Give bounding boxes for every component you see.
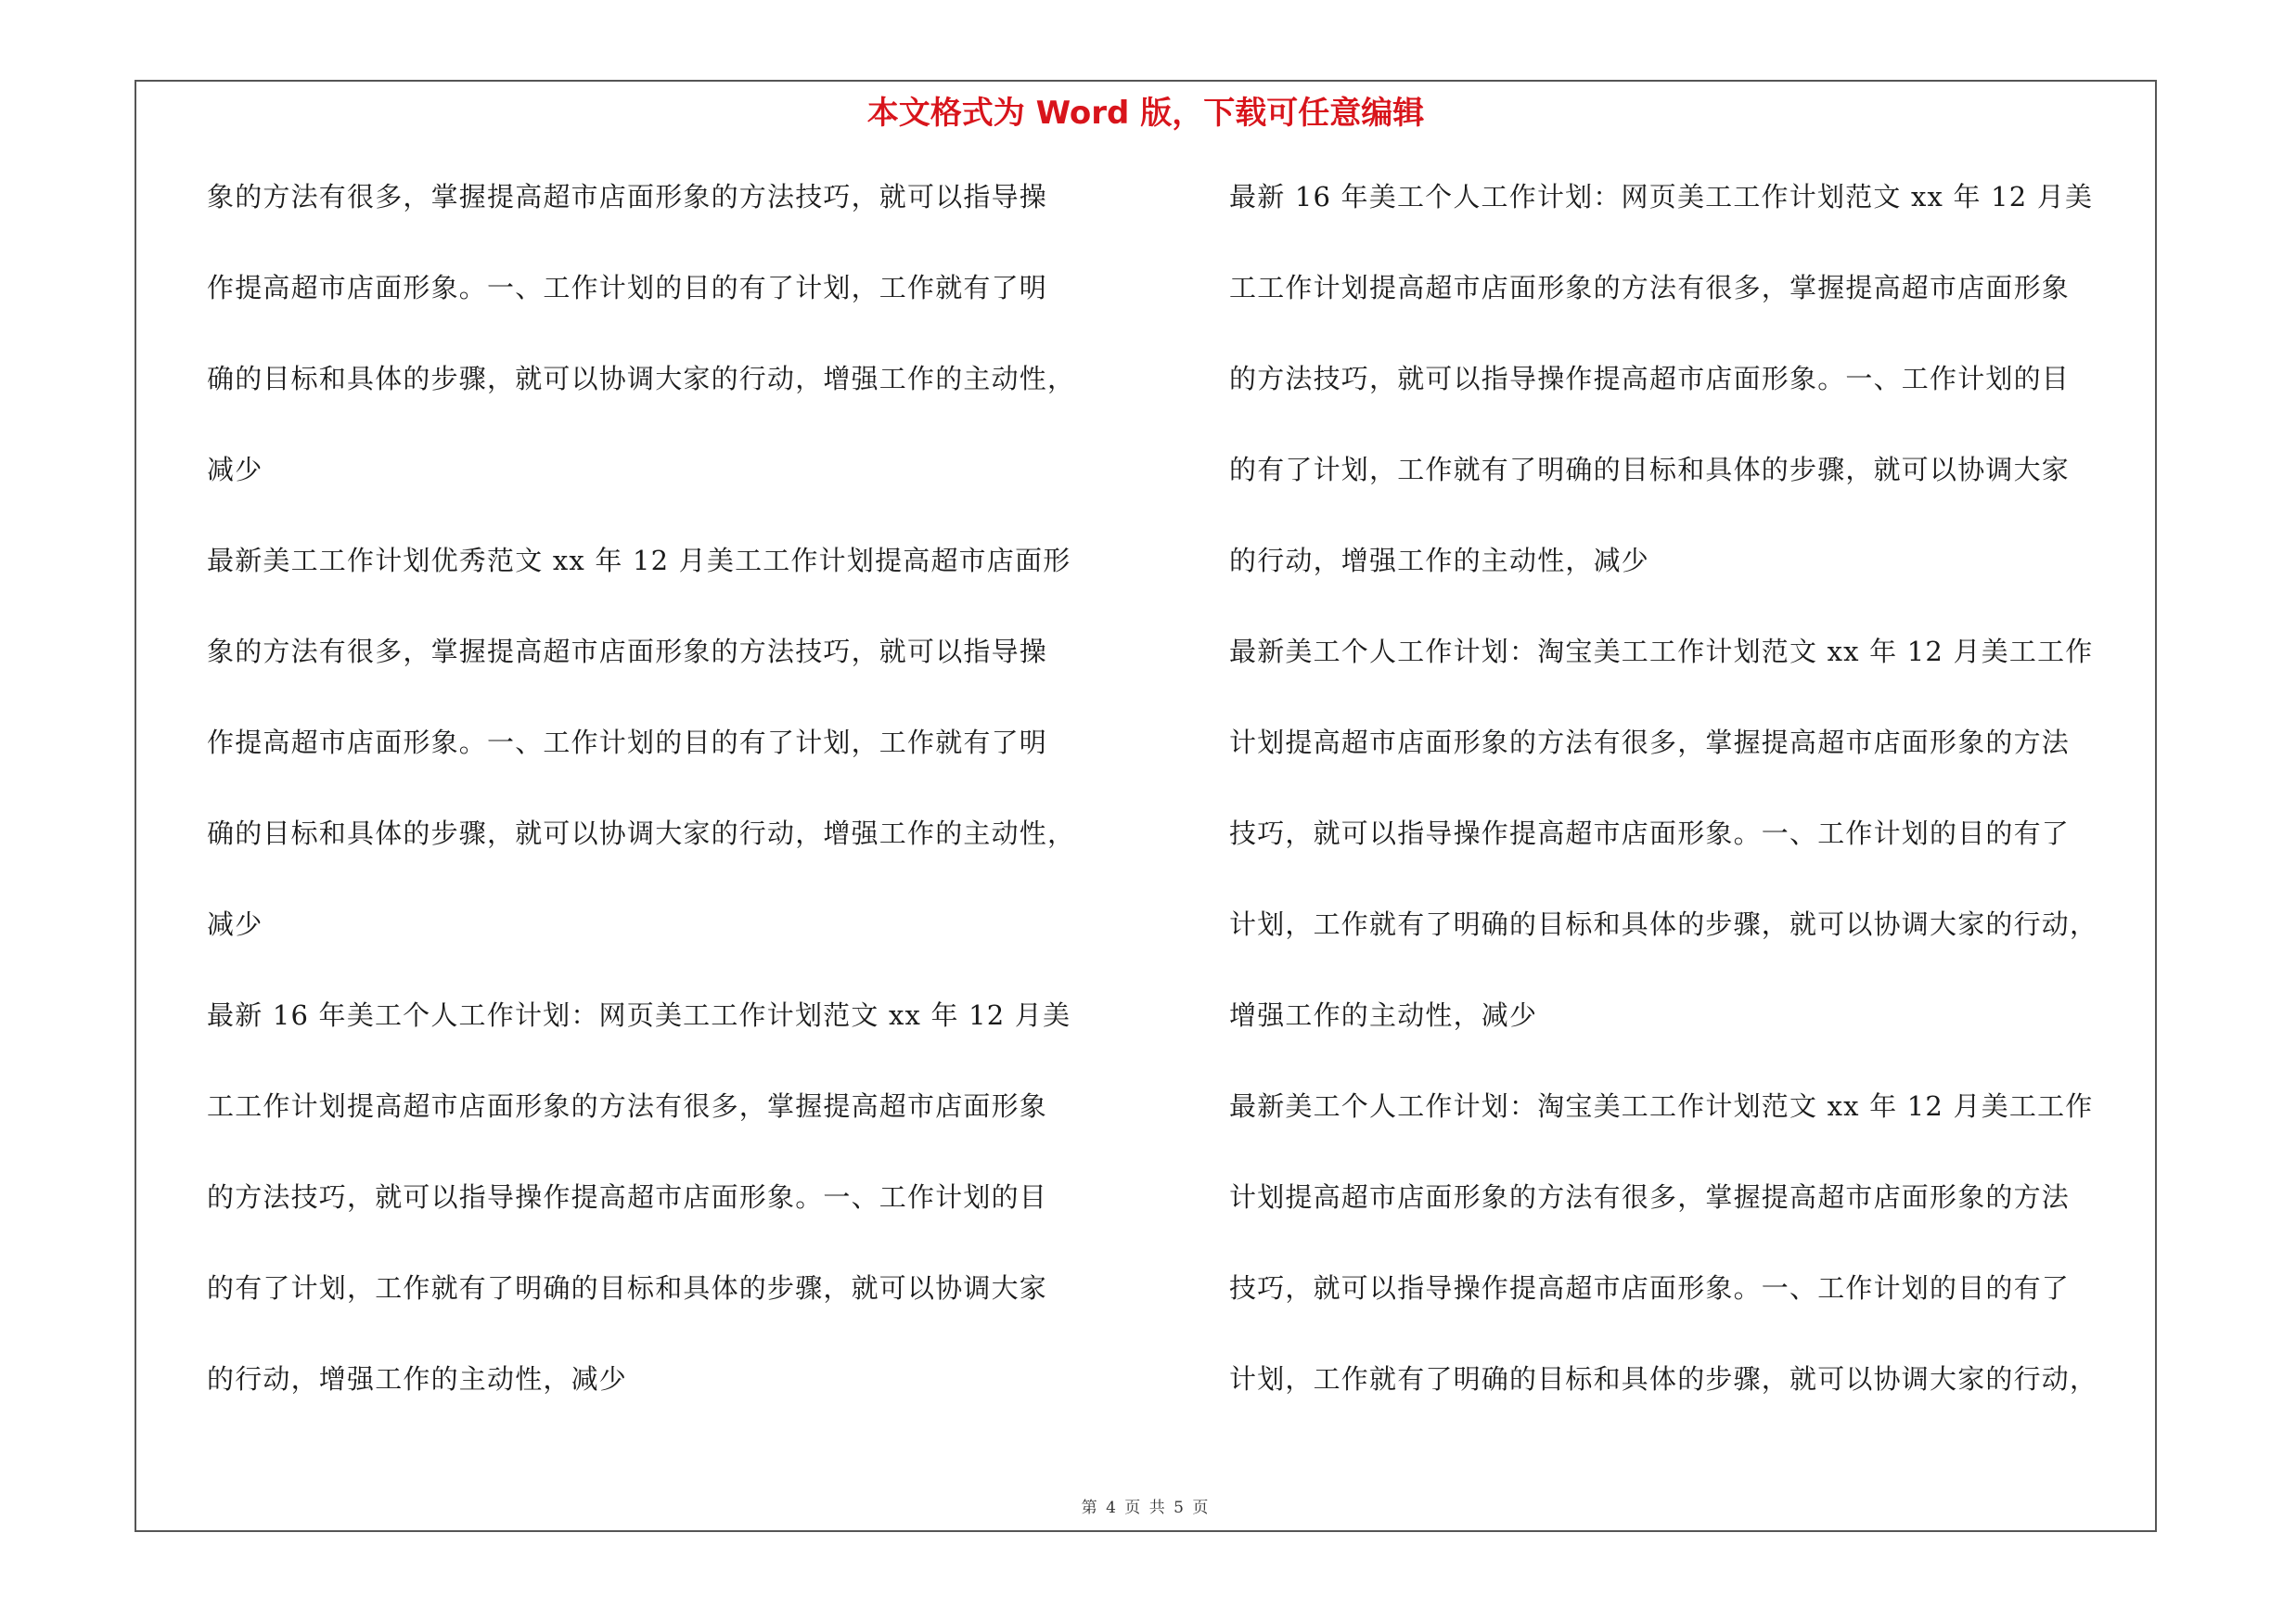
text-line: 的有了计划，工作就有了明确的目标和具体的步骤，就可以协调大家 xyxy=(207,1272,1048,1304)
text-line: 技巧，就可以指导操作提高超市店面形象。一、工作计划的目的有了 xyxy=(1229,818,2071,849)
format-banner: 本文格式为 Word 版，下载可任意编辑 xyxy=(866,95,1425,132)
text-line: 作提高超市店面形象。一、工作计划的目的有了计划，工作就有了明 xyxy=(207,727,1048,758)
text-line: 的行动，增强工作的主动性，减少 xyxy=(1229,545,1650,576)
text-line: 的有了计划，工作就有了明确的目标和具体的步骤，就可以协调大家 xyxy=(1229,454,2071,485)
text-line: 减少 xyxy=(207,908,263,940)
text-line: 增强工作的主动性，减少 xyxy=(1229,999,1538,1031)
text-line: 最新美工个人工作计划：淘宝美工工作计划范文 xx 年 12 月美工工作 xyxy=(1229,636,2094,667)
page-frame xyxy=(135,80,2157,1532)
text-line: 减少 xyxy=(207,454,263,485)
text-line: 计划提高超市店面形象的方法有很多，掌握提高超市店面形象的方法 xyxy=(1229,727,2071,758)
text-line: 计划，工作就有了明确的目标和具体的步骤，就可以协调大家的行动， xyxy=(1229,1363,2098,1395)
text-line: 象的方法有很多，掌握提高超市店面形象的方法技巧，就可以指导操 xyxy=(207,181,1048,213)
text-line: 工工作计划提高超市店面形象的方法有很多，掌握提高超市店面形象 xyxy=(207,1090,1048,1122)
page-number: 第 4 页 共 5 页 xyxy=(1081,1499,1211,1517)
text-line: 的行动，增强工作的主动性，减少 xyxy=(207,1363,628,1395)
text-line: 最新 16 年美工个人工作计划：网页美工工作计划范文 xx 年 12 月美 xyxy=(1229,181,2094,213)
right-text-column xyxy=(1229,181,2166,1454)
text-line: 象的方法有很多，掌握提高超市店面形象的方法技巧，就可以指导操 xyxy=(207,636,1048,667)
text-line: 技巧，就可以指导操作提高超市店面形象。一、工作计划的目的有了 xyxy=(1229,1272,2071,1304)
text-line: 确的目标和具体的步骤，就可以协调大家的行动，增强工作的主动性， xyxy=(207,363,1076,394)
text-line: 确的目标和具体的步骤，就可以协调大家的行动，增强工作的主动性， xyxy=(207,818,1076,849)
text-line: 最新 16 年美工个人工作计划：网页美工工作计划范文 xx 年 12 月美 xyxy=(207,999,1071,1031)
text-line: 的方法技巧，就可以指导操作提高超市店面形象。一、工作计划的目 xyxy=(207,1181,1048,1213)
text-line: 最新美工个人工作计划：淘宝美工工作计划范文 xx 年 12 月美工工作 xyxy=(1229,1090,2094,1122)
text-line: 计划提高超市店面形象的方法有很多，掌握提高超市店面形象的方法 xyxy=(1229,1181,2071,1213)
text-line: 计划，工作就有了明确的目标和具体的步骤，就可以协调大家的行动， xyxy=(1229,908,2098,940)
left-text-column xyxy=(207,181,1144,1454)
text-line: 的方法技巧，就可以指导操作提高超市店面形象。一、工作计划的目 xyxy=(1229,363,2071,394)
text-line: 最新美工工作计划优秀范文 xx 年 12 月美工工作计划提高超市店面形 xyxy=(207,545,1071,576)
text-line: 工工作计划提高超市店面形象的方法有很多，掌握提高超市店面形象 xyxy=(1229,272,2071,303)
text-line: 作提高超市店面形象。一、工作计划的目的有了计划，工作就有了明 xyxy=(207,272,1048,303)
